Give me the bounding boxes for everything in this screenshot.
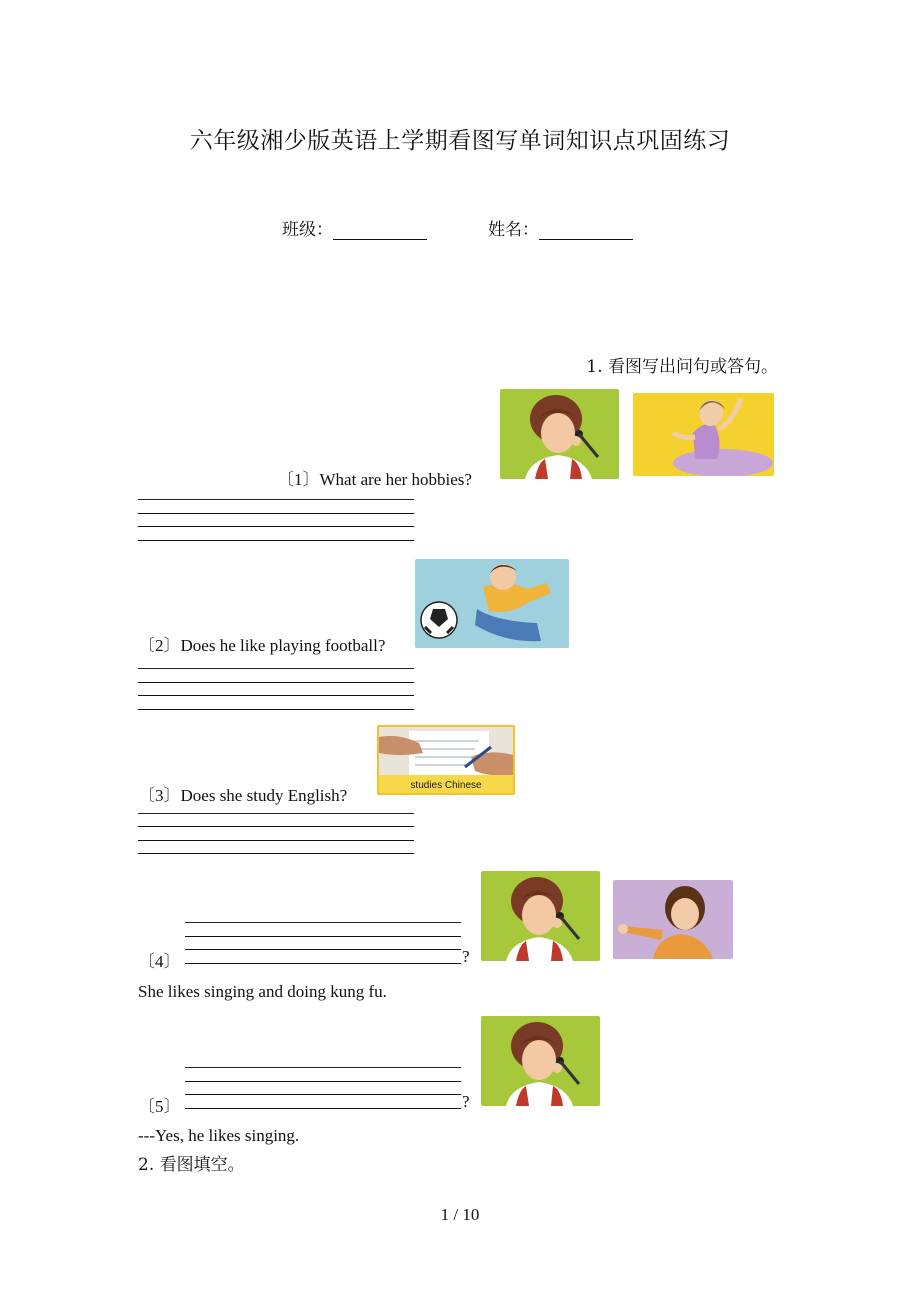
q5-question-mark: ? — [462, 1092, 470, 1111]
q5-answer: ---Yes, he likes singing. — [138, 1126, 300, 1145]
q4-answer: She likes singing and doing kung fu. — [138, 982, 387, 1001]
q1-prompt: 〔1〕What are her hobbies? — [277, 470, 472, 489]
answer-line[interactable] — [185, 1108, 461, 1109]
writing-hand-icon — [377, 725, 515, 795]
answer-line[interactable] — [138, 513, 414, 514]
name-blank[interactable] — [539, 221, 633, 240]
answer-line[interactable] — [185, 1081, 461, 1082]
class-blank[interactable] — [333, 221, 427, 240]
singer-icon — [481, 871, 600, 961]
answer-line[interactable] — [138, 840, 414, 841]
dancer-icon — [633, 393, 774, 476]
image-caption: studies Chinese — [410, 780, 482, 791]
page-number: 1 / 10 — [440, 1205, 480, 1224]
football-player-icon — [415, 559, 569, 648]
answer-line[interactable] — [138, 853, 414, 854]
name-label: 姓名： — [488, 220, 539, 240]
answer-line[interactable] — [138, 682, 414, 683]
class-field — [282, 215, 427, 240]
answer-line[interactable] — [185, 949, 461, 950]
section2-heading: 2. 看图填空。 — [138, 1155, 245, 1175]
answer-line[interactable] — [138, 668, 414, 669]
answer-line[interactable] — [185, 1067, 461, 1068]
answer-line[interactable] — [138, 526, 414, 527]
answer-line[interactable] — [138, 695, 414, 696]
singer-icon — [481, 1016, 600, 1106]
answer-line[interactable] — [185, 1094, 461, 1095]
q5-number: 〔5〕 — [138, 1097, 181, 1116]
q3-prompt: 〔3〕Does she study English? — [138, 786, 348, 805]
q4-question-mark: ? — [462, 947, 470, 966]
pointing-girl-icon — [613, 880, 733, 959]
answer-line[interactable] — [138, 709, 414, 710]
q4-number: 〔4〕 — [138, 952, 181, 971]
answer-line[interactable] — [185, 963, 461, 964]
answer-line[interactable] — [138, 826, 414, 827]
answer-line[interactable] — [138, 499, 414, 500]
section1-heading: 1. 看图写出问句或答句。 — [586, 357, 778, 377]
page-title: 六年级湘少版英语上学期看图写单词知识点巩固练习 — [189, 128, 731, 154]
class-label: 班级： — [282, 220, 333, 240]
name-field — [488, 215, 633, 240]
answer-line[interactable] — [185, 922, 461, 923]
singer-icon — [500, 389, 619, 479]
answer-line[interactable] — [185, 936, 461, 937]
answer-line[interactable] — [138, 540, 414, 541]
q2-prompt: 〔2〕Does he like playing football? — [138, 636, 386, 655]
answer-line[interactable] — [138, 813, 414, 814]
